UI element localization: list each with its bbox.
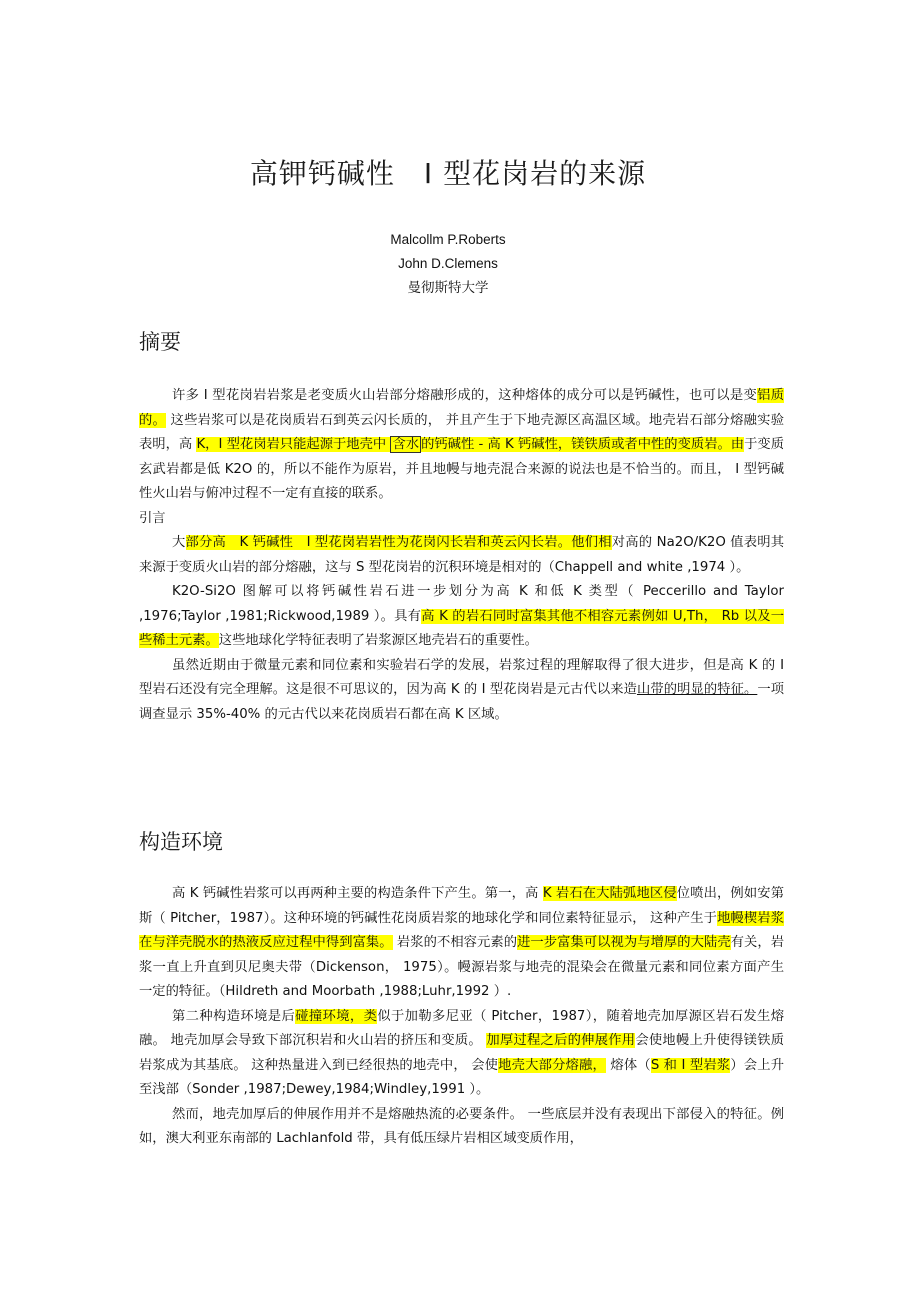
section-heading-tectonic: 构造环境	[139, 830, 223, 854]
highlight: S 和 I 型岩浆	[650, 1057, 731, 1073]
author-2: John D.Clemens	[398, 256, 498, 271]
highlight: 地壳大部分熔融，	[498, 1057, 606, 1073]
intro-paragraph-1: 大部分高 K 钙碱性 I 型花岗岩岩性为花岗闪长岩和英云闪长岩。他们相对高的 Na2O/K2O 值表明其来源于变质火山岩的部分熔融，这与 S 型花岗岩的沉积环境是相对的（Chappell and white ,1974 ）。	[139, 535, 785, 575]
intro-label: 引言	[139, 510, 166, 526]
page-title: 高钾钙碱性 I 型花岗岩的来源	[249, 157, 647, 190]
highlight: 高 K 的岩石同时富集其他不相容元素例如 U,Th， Rb 以及一些稀土元素。	[139, 608, 785, 648]
highlight: 部分高 K 钙碱性 I 型花岗岩岩性为花岗闪长岩和英云闪长岩。他们相	[185, 535, 612, 550]
author-1: Malcollm P.Roberts	[390, 232, 506, 247]
section-heading-abstract: 摘要	[139, 330, 181, 354]
abstract-body	[139, 384, 784, 727]
highlight: 铝质的。	[139, 388, 785, 428]
highlight: 进一步富集可以视为与增厚的大陆壳	[517, 935, 731, 950]
intro-paragraph-2: K2O-Si2O 图解可以将钙碱性岩石进一步划分为高 K 和低 K 类型（ Peccerillo and Taylor ,1976;Taylor ,1981;Rickwood,1989 ）。具有高 K 的岩石同时富集其他不相容元素例如 U,Th， Rb 以及一些稀土元素。这些地球化学特征表明了岩浆源区地壳岩石的重要性。	[139, 584, 785, 648]
tectonic-paragraph-2: 第二种构造环境是后碰撞环境，类似于加勒多尼亚（ Pitcher，1987），随着地壳加厚源区岩石发生熔融。 地壳加厚会导致下部沉积岩和火山岩的挤压和变质。 加厚过程之后的伸展作用会使地幔上升使得镁铁质岩浆成为其基底。 这种热量进入到已经很热的地壳中， 会使地壳大部分熔融， 熔体（S 和 I 型岩浆）会上升至浅部（Sonder ,1987;Dewey,1984;Windley,1991 ）。	[139, 1008, 785, 1097]
affiliation: 曼彻斯特大学	[407, 280, 489, 295]
highlight: K 岩石在大陆弧地区侵	[542, 886, 677, 901]
tectonic-body	[139, 882, 784, 1152]
underlined-text: 山带的明显的特征。	[636, 682, 758, 697]
boxed-text: 含水	[392, 437, 420, 452]
highlight: K，I 型花岗岩只能起源于地壳中 含水 的钙碱性 - 高 K 钙碱性，镁铁质或者中性的变质岩。由	[196, 437, 745, 452]
abstract-paragraph: 许多 I 型花岗岩岩浆是老变质火山岩部分熔融形成的，这种熔体的成分可以是钙碱性，也可以是变铝质的。 这些岩浆可以是花岗质岩石到英云闪长质的， 并且产生于下地壳源区高温区域。地壳岩石部分熔融实验表明，高 K，I 型花岗岩只能起源于地壳中 含水 的钙碱性 - 高 K 钙碱性，镁铁质或者中性的变质岩。由于变质玄武岩都是低 K2O 的，所以不能作为原岩，并且地幔与地壳混合来源的说法也是不恰当的。而且， I 型钙碱性火山岩与俯冲过程不一定有直接的联系。	[139, 388, 785, 501]
tectonic-paragraph-3: 然而，地壳加厚后的伸展作用并不是熔融热流的必要条件。 一些底层并没有表现出下部侵入的特征。例如，澳大利亚东南部的 Lachlanfold 带，具有低压绿片岩相区域变质作用，	[139, 1106, 784, 1146]
tectonic-paragraph-1: 高 K 钙碱性岩浆可以再两种主要的构造条件下产生。第一，高 K 岩石在大陆弧地区侵位喷出，例如安第斯（ Pitcher，1987）。这种环境的钙碱性花岗质岩浆的地球化学和同位素特征显示， 这种产生于地幔楔岩浆在与洋壳脱水的热液反应过程中得到富集。 岩浆的不相容元素的进一步富集可以视为与增厚的大陆壳有关，岩浆一直上升直到贝尼奥夫带（Dickenson， 1975）。幔源岩浆与地壳的混染会在微量元素和同位素方面产生一定的特征。（Hildreth and Moorbath ,1988;Luhr,1992 ）.	[139, 886, 785, 999]
intro-paragraph-3: 虽然近期由于微量元素和同位素和实验岩石学的发展，岩浆过程的理解取得了很大进步，但是高 K 的 I 型岩石还没有完全理解。这是很不可思议的，因为高 K 的 I 型花岗岩是元古代以来造山带的明显的特征。一项调查显示 35%-40% 的元古代以来花岗质岩石都在高 K 区域。	[139, 657, 784, 722]
highlight: 地幔楔岩浆在与洋壳脱水的热液反应过程中得到富集。	[139, 910, 784, 950]
highlight: 加厚过程之后的伸展作用	[486, 1033, 636, 1048]
author-block	[0, 228, 896, 300]
highlight: 碰撞环境，类	[295, 1008, 378, 1024]
